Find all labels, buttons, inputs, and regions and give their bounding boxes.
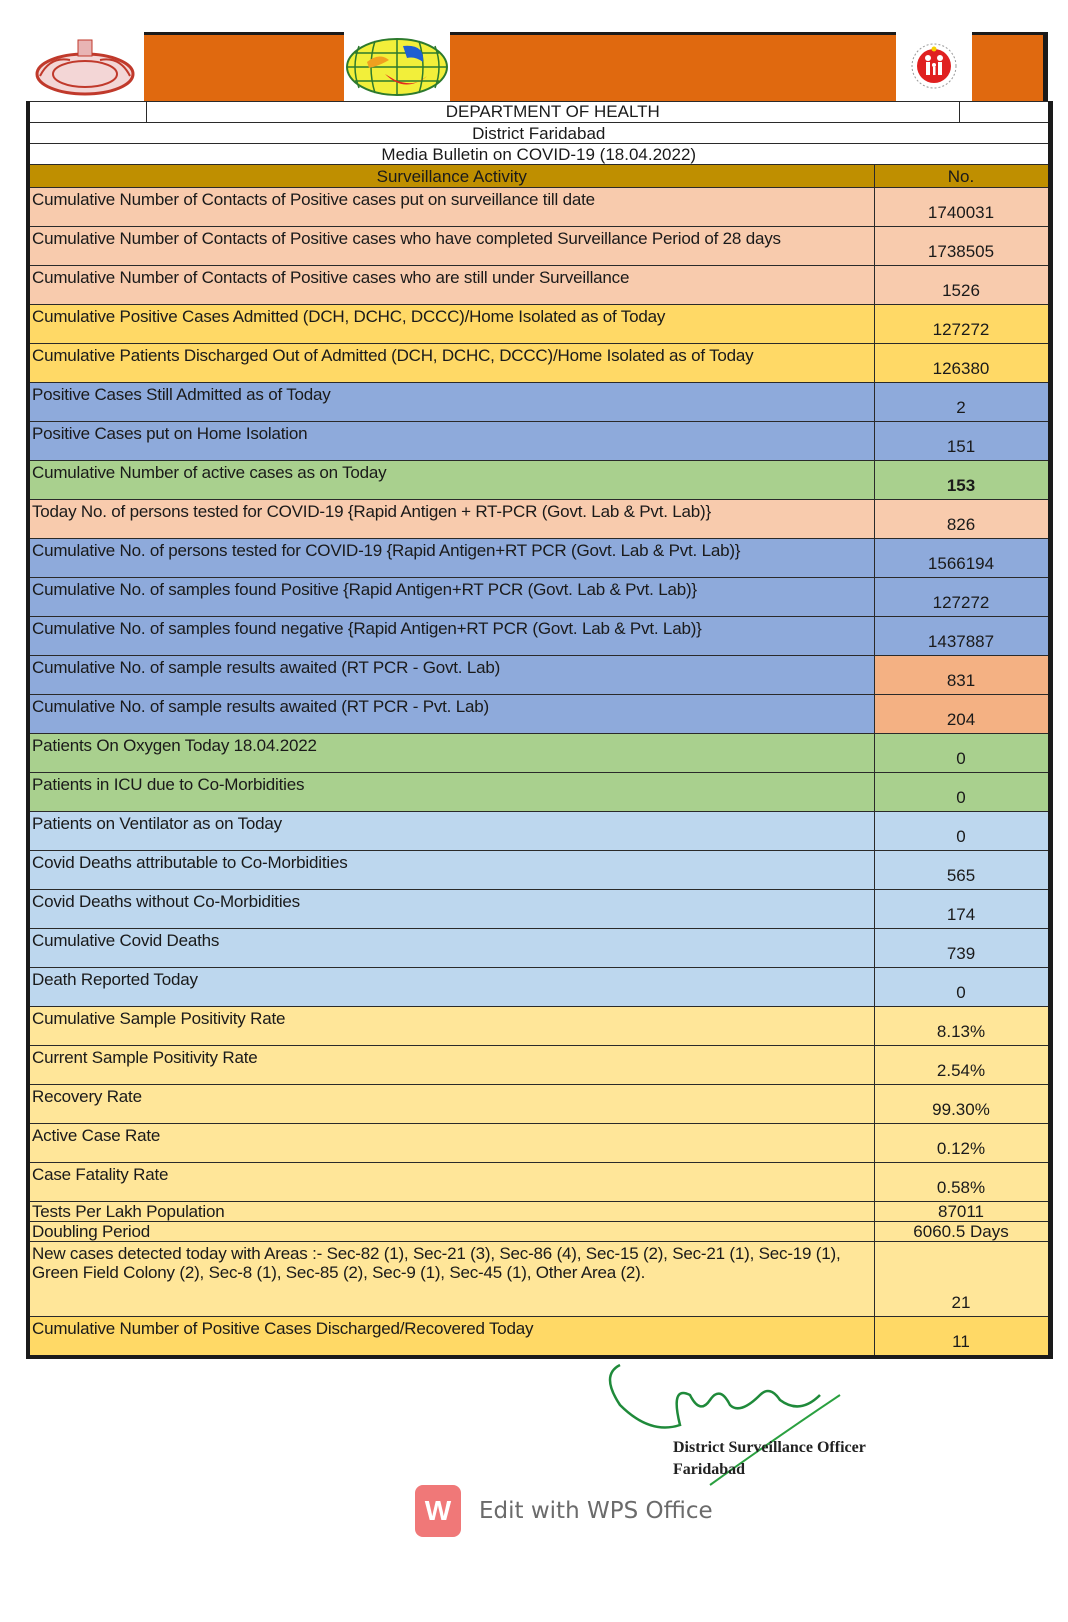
row-value: 151 [874,422,1050,461]
signatory-title: District Surveillance Officer [673,1439,866,1456]
row-label: Cumulative No. of sample results awaited (RT PCR - Pvt. Lab) [28,695,874,734]
globe-icon [345,36,449,98]
table-row [28,539,1050,578]
table-row [28,500,1050,539]
row-value: 127272 [874,578,1050,617]
row-value: 1566194 [874,539,1050,578]
table-row [28,1202,1050,1222]
row-value: 87011 [874,1202,1050,1222]
row-label: Covid Deaths without Co-Morbidities [28,890,874,929]
table-row [28,1124,1050,1163]
column-header-activity: Surveillance Activity [28,165,874,188]
table-row [28,773,1050,812]
row-label: Patients on Ventilator as on Today [28,812,874,851]
row-value: 11 [874,1317,1050,1358]
row-label: Active Case Rate [28,1124,874,1163]
row-value: 2.54% [874,1046,1050,1085]
wps-office-icon: W [415,1485,461,1537]
row-label: Death Reported Today [28,968,874,1007]
row-value: 0 [874,734,1050,773]
row-value: 21 [874,1242,1050,1317]
row-label: Cumulative Positive Cases Admitted (DCH, DCHC, DCCC)/Home Isolated as of Today [28,305,874,344]
row-value: 2 [874,383,1050,422]
row-value: 1437887 [874,617,1050,656]
row-value: 6060.5 Days [874,1222,1050,1242]
row-label: Cumulative Sample Positivity Rate [28,1007,874,1046]
table-row [28,188,1050,227]
bulletin-table [26,101,1053,1359]
row-value: 1738505 [874,227,1050,266]
row-label: Doubling Period [28,1222,874,1242]
nhm-logo [896,32,972,101]
row-label: Cumulative No. of sample results awaited (RT PCR - Govt. Lab) [28,656,874,695]
row-value: 99.30% [874,1085,1050,1124]
row-value: 0 [874,773,1050,812]
wps-watermark-text: Edit with WPS Office [479,1498,713,1524]
district-title: District Faridabad [28,123,1050,144]
row-label: Cumulative Patients Discharged Out of Admitted (DCH, DCHC, DCCC)/Home Isolated as of Today [28,344,874,383]
signatory-place: Faridabad [673,1461,746,1478]
row-label: Cumulative Number of Contacts of Positive cases who are still under Surveillance [28,266,874,305]
table-row [28,734,1050,773]
nhm-family-icon [909,40,959,94]
table-row [28,227,1050,266]
table-row [28,1007,1050,1046]
row-label: Today No. of persons tested for COVID-19 {Rapid Antigen + RT-PCR (Govt. Lab & Pvt. Lab)} [28,500,874,539]
table-row [28,851,1050,890]
row-label: New cases detected today with Areas :- Sec-82 (1), Sec-21 (3), Sec-86 (4), Sec-15 (2), Sec-21 (1), Sec-19 (1), Green Field Colony (2), Sec-8 (1), Sec-85 (2), Sec-9 (1), Sec-45 (1), Other Area (2). [28,1242,874,1317]
row-label: Cumulative No. of samples found negative {Rapid Antigen+RT PCR (Govt. Lab & Pvt. Lab)} [28,617,874,656]
row-value: 0.58% [874,1163,1050,1202]
table-row [28,461,1050,500]
row-label: Positive Cases put on Home Isolation [28,422,874,461]
row-label: Cumulative Number of Contacts of Positive cases put on surveillance till date [28,188,874,227]
table-row [28,1163,1050,1202]
table-row [28,344,1050,383]
row-value: 204 [874,695,1050,734]
haryana-seal-logo [26,32,144,101]
row-label: Cumulative Number of active cases as on Today [28,461,874,500]
row-value: 565 [874,851,1050,890]
row-value: 831 [874,656,1050,695]
row-value: 8.13% [874,1007,1050,1046]
department-title: DEPARTMENT OF HEALTH [445,102,660,121]
row-label: Case Fatality Rate [28,1163,874,1202]
row-value: 0 [874,812,1050,851]
table-row [28,1046,1050,1085]
table-row [28,929,1050,968]
bulletin-title: Media Bulletin on COVID-19 (18.04.2022) [28,144,1050,165]
table-row [28,1242,1050,1317]
table-row [28,383,1050,422]
row-label: Positive Cases Still Admitted as of Today [28,383,874,422]
row-label: Patients in ICU due to Co-Morbidities [28,773,874,812]
row-label: Patients On Oxygen Today 18.04.2022 [28,734,874,773]
table-row [28,656,1050,695]
row-value: 153 [874,461,1050,500]
row-value: 1740031 [874,188,1050,227]
signature-block [673,1437,866,1481]
globe-logo [344,32,450,101]
row-label: Cumulative Covid Deaths [28,929,874,968]
row-label: Cumulative Number of Positive Cases Discharged/Recovered Today [28,1317,874,1358]
row-label: Current Sample Positivity Rate [28,1046,874,1085]
row-value: 826 [874,500,1050,539]
row-label: Cumulative No. of persons tested for COVID-19 {Rapid Antigen+RT PCR (Govt. Lab & Pvt. Lab)} [28,539,874,578]
column-header-number: No. [874,165,1050,188]
row-label: Covid Deaths attributable to Co-Morbidities [28,851,874,890]
haryana-seal-icon [30,36,140,98]
table-row [28,578,1050,617]
table-row [28,617,1050,656]
row-label: Cumulative No. of samples found Positive {Rapid Antigen+RT PCR (Govt. Lab & Pvt. Lab)} [28,578,874,617]
table-row [28,890,1050,929]
table-row [28,812,1050,851]
row-value: 126380 [874,344,1050,383]
row-label: Cumulative Number of Contacts of Positive cases who have completed Surveillance Period of 28 days [28,227,874,266]
row-value: 174 [874,890,1050,929]
table-row [28,305,1050,344]
table-row [28,1222,1050,1242]
table-row [28,695,1050,734]
row-value: 0 [874,968,1050,1007]
row-label: Recovery Rate [28,1085,874,1124]
bulletin-sheet [26,32,1048,1359]
row-value: 739 [874,929,1050,968]
row-value: 0.12% [874,1124,1050,1163]
table-row [28,968,1050,1007]
table-row [28,266,1050,305]
wps-watermark[interactable] [415,1485,713,1537]
header-banner [26,32,1048,101]
row-label: Tests Per Lakh Population [28,1202,874,1222]
table-row [28,1317,1050,1358]
table-row [28,422,1050,461]
row-value: 127272 [874,305,1050,344]
row-value: 1526 [874,266,1050,305]
table-row [28,1085,1050,1124]
